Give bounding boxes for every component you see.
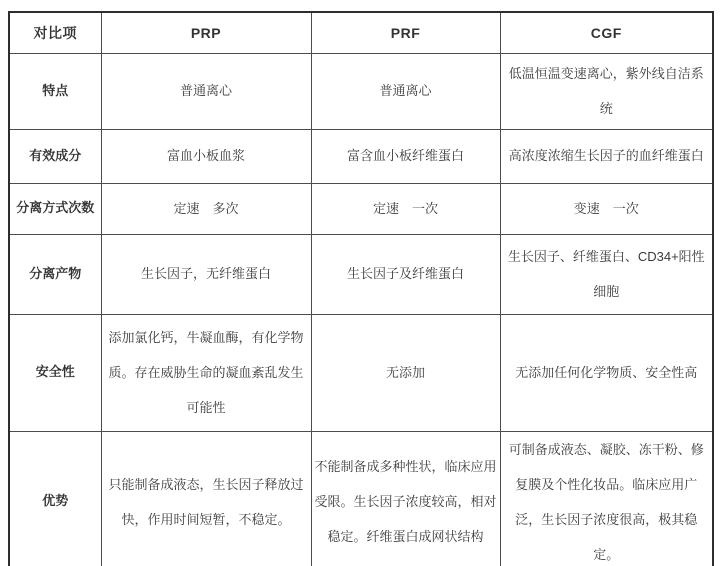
- cell-features-prp: 普通离心: [101, 53, 311, 129]
- cell-features-prf: 普通离心: [311, 53, 500, 129]
- cell-safety-prf: 无添加: [311, 314, 500, 431]
- cell-separation-product-prp: 生长因子，无纤维蛋白: [101, 234, 311, 314]
- cell-separation-product-cgf: 生长因子、纤维蛋白、CD34+阳性细胞: [500, 234, 713, 314]
- header-prp: PRP: [101, 12, 311, 53]
- table-row-features: [9, 53, 713, 129]
- row-label-active-ingredient: 有效成分: [9, 129, 101, 183]
- row-label-features: 特点: [9, 53, 101, 129]
- table-row-active-ingredient: [9, 129, 713, 183]
- header-prf: PRF: [311, 12, 500, 53]
- cell-safety-prp: 添加氯化钙，牛凝血酶，有化学物质。存在威胁生命的凝血紊乱发生可能性: [101, 314, 311, 431]
- row-label-separation-method: 分离方式次数: [9, 183, 101, 234]
- header-comparison-item: 对比项: [9, 12, 101, 53]
- header-cgf: CGF: [500, 12, 713, 53]
- cell-separation-method-cgf: 变速 一次: [500, 183, 713, 234]
- row-label-safety: 安全性: [9, 314, 101, 431]
- prp-prf-cgf-comparison-table: [8, 11, 714, 566]
- table-row-advantages: [9, 431, 713, 566]
- cell-active-ingredient-cgf: 高浓度浓缩生长因子的血纤维蛋白: [500, 129, 713, 183]
- cell-active-ingredient-prp: 富血小板血浆: [101, 129, 311, 183]
- header-row: [9, 12, 713, 53]
- table-row-separation-method: [9, 183, 713, 234]
- cell-separation-method-prp: 定速 多次: [101, 183, 311, 234]
- cell-active-ingredient-prf: 富含血小板纤维蛋白: [311, 129, 500, 183]
- table-row-separation-product: [9, 234, 713, 314]
- cell-separation-product-prf: 生长因子及纤维蛋白: [311, 234, 500, 314]
- row-label-advantages: 优势: [9, 431, 101, 566]
- cell-features-cgf: 低温恒温变速离心，紫外线自洁系统: [500, 53, 713, 129]
- cell-advantages-prf: 不能制备成多种性状，临床应用受限。生长因子浓度较高，相对稳定。纤维蛋白成网状结构: [311, 431, 500, 566]
- cell-safety-cgf: 无添加任何化学物质、安全性高: [500, 314, 713, 431]
- cell-advantages-prp: 只能制备成液态，生长因子释放过快，作用时间短暂，不稳定。: [101, 431, 311, 566]
- row-label-separation-product: 分离产物: [9, 234, 101, 314]
- cell-advantages-cgf: 可制备成液态、凝胶、冻干粉、修复膜及个性化妆品。临床应用广泛，生长因子浓度很高，极其稳定。: [500, 431, 713, 566]
- cell-separation-method-prf: 定速 一次: [311, 183, 500, 234]
- table-row-safety: [9, 314, 713, 431]
